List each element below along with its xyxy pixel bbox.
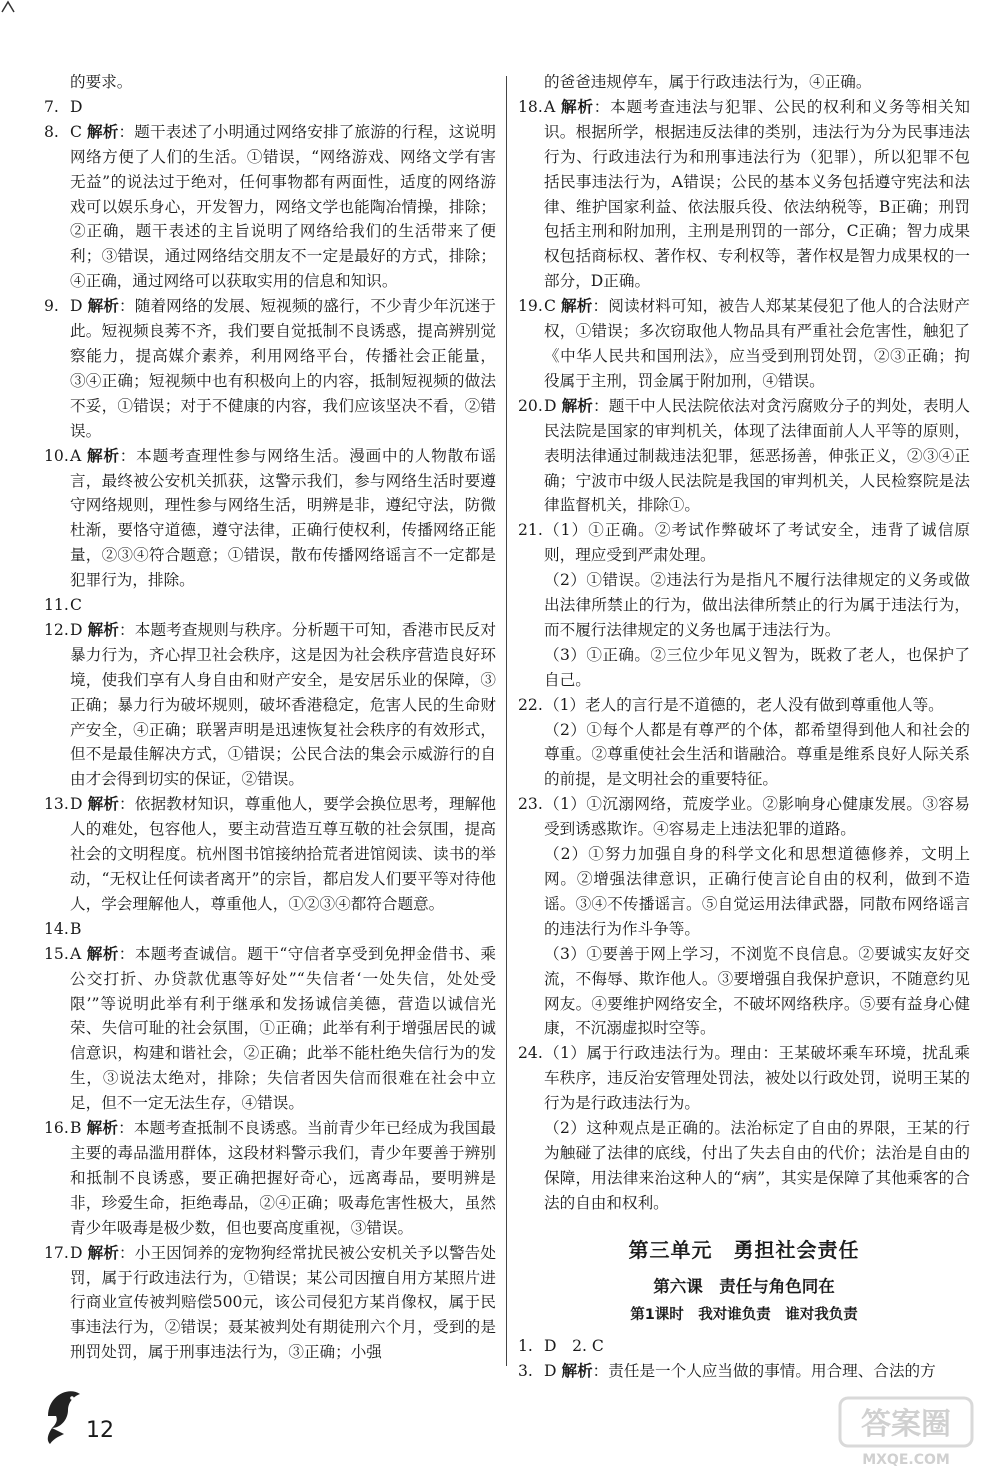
answer-number: 20.: [518, 396, 543, 415]
answer-item: [44, 294, 496, 443]
answer-item: [518, 1334, 970, 1359]
answer-text: A 解析：本题考查违法与犯罪、公民的权利和义务等相关知识。根据所学，根据违反法律的类别，违法行为分为民事违法行为、行政违法行为和刑事违法行为（犯罪），所以犯罪不包括民事违法行为，A错误；公民的基本义务包括遵守宪法和法律、维护国家利益、依法服兵役、依法纳税等，B正确；刑罚包括主刑和附加刑，主刑是刑罚的一部分，C正确；智力成果权包括商标权、著作权、专利权等，著作权是智力成果权的一部分，D正确。: [544, 97, 970, 291]
answer-text: A 解析：本题考查理性参与网络生活。漫画中的人物散布谣言，最终被公安机关抓获，这警示我们，参与网络生活时要遵守网络规则，理性参与网络生活，明辨是非，遵纪守法，防微杜渐，要恪守道德，遵守法律，正确行使权利，传播网络正能量，②③④符合题意；①错误，散布传播网络谣言不一定都是犯罪行为，排除。: [70, 446, 496, 590]
answer-item: [518, 792, 970, 842]
answer-text: （1）属于行政违法行为。理由：王某破坏乘车环境，扰乱乘车秩序，违反治安管理处罚法，被处以行政处罚，说明王某的行为是行政违法行为。: [544, 1044, 970, 1113]
answer-number: 14.: [44, 919, 69, 938]
svg-text:MXQE.COM: MXQE.COM: [862, 1452, 950, 1468]
left-column: [44, 70, 496, 1365]
answer-number: 23.: [518, 795, 543, 814]
answer-text: （3）①要善于网上学习，不浏览不良信息。②要诚实友好交流，不侮辱、欺诈他人。③要增强自我保护意识，不随意约见网友。④要维护网络安全，不破坏网络秩序。⑤要有益身心健康，不沉溺虚拟时空等。: [544, 944, 970, 1038]
corner-mark-icon: [0, 0, 18, 14]
answer-item: [518, 294, 970, 394]
answer-item: [518, 693, 970, 718]
answer-item: [44, 618, 496, 792]
answer-text: D 解析：依据教材知识，尊重他人，要学会换位思考，理解他人的难处，包容他人，要主动营造互尊互敬的社会氛围，提高社会的文明程度。杭州图书馆接纳拾荒者进馆阅读、读书的举动，“无权让任何读者离开”的宗旨，都启发人们要平等对待他人，学会理解他人，尊重他人，①②③④都符合题意。: [70, 795, 496, 913]
answer-item: [44, 120, 496, 294]
answer-number: 9.: [44, 297, 59, 316]
answer-text: B 解析：本题考查抵制不良诱惑。当前青少年已经成为我国最主要的毒品滥用群体，这段材料警示我们，青少年要善于辨别和抵制不良诱惑，要正确把握好奇心，远离毒品，要明辨是非，珍爱生命，拒绝毒品，②④正确；吸毒危害性极大，虽然青少年吸毒是极少数，但也要高度重视，③错误。: [70, 1119, 496, 1237]
answer-number: 18.: [518, 97, 543, 116]
answer-item: [44, 1116, 496, 1241]
answer-number: 19.: [518, 297, 543, 316]
answer-number: 22.: [518, 695, 543, 714]
answer-text: （1）①沉溺网络，荒废学业。②影响身心健康发展。③容易受到诱惑欺诈。④容易走上违法犯罪的道路。: [544, 795, 970, 839]
answer-paragraph: [70, 70, 496, 95]
answer-paragraph: [544, 942, 970, 1042]
answer-item: [44, 792, 496, 917]
answer-item: [518, 518, 970, 568]
period-title: 第1课时 我对谁负责 谁对我负责: [630, 1306, 858, 1323]
answer-text: A 解析：本题考查诚信。题干“守信者享受到免押金借书、乘公交打折、办贷款优惠等好处”“失信者‘一处失信，处处受限’”等说明此举有利于继承和发扬诚信美德，营造以诚信光荣、失信可耻的社会氛围，①正确；此举有利于增强居民的诚信意识，构建和谐社会，②正确；此举不能杜绝失信行为的发生，③说法太绝对，排除；失信者因失信而很难在社会中立足，但不一定无法生存，④错误。: [70, 944, 496, 1113]
answer-text: （3）①正确。②三位少年见义智为，既救了老人，也保护了自己。: [544, 645, 970, 689]
answer-text: （2）①努力加强自身的科学文化和思想道德修养，文明上网。②增强法律意识，正确行使言论自由的权利，做到不造谣。③④不传播谣言。⑤自觉运用法律武器，同散布网络谣言的违法行为作斗争等。: [544, 845, 970, 938]
svg-text:答案圈: 答案圈: [861, 1407, 951, 1442]
answer-text: 的爸爸违规停车，属于行政违法行为，④正确。: [544, 73, 872, 91]
unit-title: 第三单元 勇担社会责任: [628, 1237, 860, 1262]
answer-paragraph: [544, 70, 970, 95]
answer-number: 12.: [44, 620, 69, 639]
answer-text: 的要求。: [70, 73, 133, 91]
answer-paragraph: [544, 568, 970, 643]
answer-item: [518, 394, 970, 519]
column-divider: [506, 76, 507, 1366]
answer-text: D 解析：题干中人民法院依法对贪污腐败分子的判处，表明人民法院是国家的审判机关，体现了法律面前人人平等的原则，表明法律通过制裁违法犯罪，惩恶扬善，伸张正义，②③④正确；宁波市中级人民法院是我国的审判机关，人民检察院是法律监督机关，排除①。: [544, 396, 970, 515]
answer-item: [518, 1041, 970, 1116]
answer-item: [44, 917, 496, 942]
answer-item: [44, 942, 496, 1116]
lesson-title: 第六课 责任与角色同在: [653, 1276, 835, 1296]
answer-text: D 解析：小王因饲养的宠物狗经常扰民被公安机关予以警告处罚，属于行政违法行为，①错误；某公司因擅自用方某照片进行商业宣传被判赔偿500元，该公司侵犯方某肖像权，属于民事违法行为，②错误；聂某被判处有期徒刑六个月，受到的是刑罚处罚，属于刑事违法行为，③正确；小强: [70, 1243, 496, 1362]
answer-text: （2）①错误。②违法行为是指凡不履行法律规定的义务或做出法律所禁止的行为，做出法律所禁止的行为属于违法行为，而不履行法律规定的义务也属于违法行为。: [544, 571, 970, 639]
answer-text: D 解析：本题考查规则与秩序。分析题干可知，香港市民反对暴力行为，齐心捍卫社会秩序，这是因为社会秩序营造良好环境，使我们享有人身自由和财产安全，是安居乐业的保障，③正确；暴力行为破坏规则，破坏香港稳定，危害人民的生命财产安全，④正确；联署声明是迅速恢复社会秩序的有效形式，但不是最佳解决方式，①错误；公民合法的集会示威游行的自由才会得到切实的保证，②错误。: [70, 620, 496, 789]
answer-number: 17.: [44, 1243, 69, 1262]
answer-paragraph: [544, 643, 970, 693]
answer-number: 15.: [44, 944, 69, 963]
dolphin-logo-icon: [38, 1376, 88, 1446]
page-number: 12: [86, 1418, 114, 1443]
answer-text: （2）这种观点是正确的。法治标定了自由的界限，王某的行为触碰了法律的底线，付出了失去自由的代价；法治是自由的保障，用法律来治这种人的“病”，其实是保障了其他乘客的合法的自由和权利。: [544, 1119, 970, 1212]
answer-text: B: [70, 919, 82, 938]
answer-text: D: [70, 97, 83, 116]
answer-paragraph: [544, 718, 970, 793]
answer-number: 16.: [44, 1119, 69, 1138]
answer-number: 10.: [44, 446, 69, 465]
answer-item: [518, 95, 970, 294]
answer-text: D 解析：随着网络的发展、短视频的盛行，不少青少年沉迷于此。短视频良莠不齐，我们要自觉抵制不良诱惑，提高辨别觉察能力，提高媒介素养，利用网络平台，传播社会正能量，③④正确；短视频中也有积极向上的内容，抵制短视频的做法不妥，①错误；对于不健康的内容，我们应该坚决不看，②错误。: [70, 297, 496, 440]
answer-text: （1）①正确。②考试作弊破坏了考试安全，违背了诚信原则，理应受到严肃处理。: [544, 521, 970, 565]
answer-text: C 解析：阅读材料可知，被告人郑某某侵犯了他人的合法财产权，①错误；多次窃取他人物品具有严重社会危害性，触犯了《中华人民共和国刑法》，应当受到刑罚处罚，②③正确；拘役属于主刑，罚金属于附加刑，④错误。: [544, 297, 970, 390]
answer-paragraph: [544, 842, 970, 942]
answer-number: 8.: [44, 122, 59, 141]
answer-text: （2）①每个人都是有尊严的个体，都希望得到他人和社会的尊重。②尊重使社会生活和谐融洽。尊重是维系良好人际关系的前提，是文明社会的重要特征。: [544, 720, 970, 789]
answer-text: （1）老人的言行是不道德的，老人没有做到尊重他人等。: [544, 695, 944, 714]
answer-number: 1.: [518, 1336, 533, 1355]
answer-item: [518, 1359, 970, 1384]
answer-text: C: [70, 596, 82, 615]
answer-number: 24.: [518, 1044, 543, 1063]
answer-number: 13.: [44, 795, 69, 814]
watermark-logo: [836, 1394, 976, 1470]
answer-number: 11.: [44, 596, 69, 615]
answer-item: [44, 95, 496, 120]
answer-item: [44, 593, 496, 618]
answer-text: D 解析：责任是一个人应当做的事情。用合理、合法的方: [544, 1361, 936, 1380]
answer-paragraph: [544, 1116, 970, 1216]
answer-text: C 解析：题干表述了小明通过网络安排了旅游的行程，这说明网络方便了人们的生活。①错误，“网络游戏、网络文学有害无益”的说法过于绝对，任何事物都有两面性，适度的网络游戏可以娱乐身心，开发智力，网络文学也能陶冶情操，排除；②正确，题干表述的主旨说明了网络给我们的生活带来了便利；③错误，通过网络结交朋友不一定是最好的方式，排除；④正确，通过网络可以获取实用的信息和知识。: [70, 122, 496, 291]
answer-number: 21.: [518, 521, 543, 540]
answer-item: [44, 444, 496, 593]
answer-number: 3.: [518, 1361, 533, 1380]
answer-text: D 2. C: [544, 1336, 604, 1355]
right-column: [518, 70, 970, 1384]
answer-number: 7.: [44, 97, 59, 116]
answer-item: [44, 1241, 496, 1366]
